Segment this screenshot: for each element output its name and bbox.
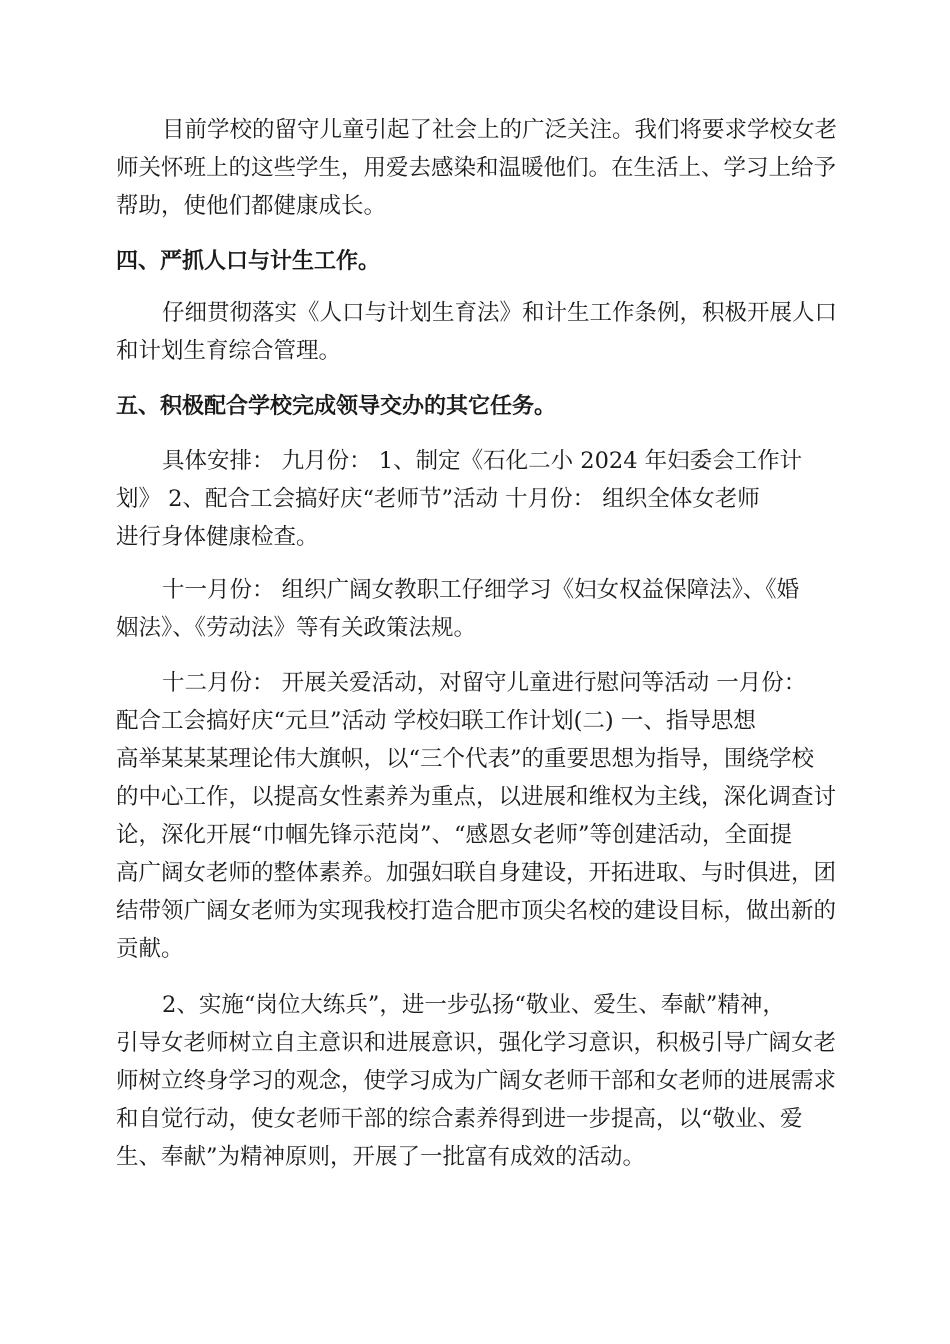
paragraph-line: 姻法》、《劳动法》等有关政策法规。 — [116, 615, 477, 641]
paragraph-line: 师树立终身学习的观念，使学习成为广阔女老师干部和女老师的进展需求 — [116, 1068, 837, 1094]
section-heading: 五、积极配合学校完成领导交办的其它任务。 — [116, 394, 557, 419]
paragraph-line: 结带领广阔女老师为实现我校打造合肥市顶尖名校的建设目标，做出新的 — [116, 898, 837, 924]
paragraph-line: 划》 2、配合工会搞好庆“老师节”活动 十月份： 组织全体女老师 — [116, 486, 760, 512]
paragraph-line: 十一月份： 组织广阔女教职工仔细学习《妇女权益保障法》、《婚 — [162, 577, 800, 603]
paragraph-line: 配合工会搞好庆“元旦”活动 学校妇联工作计划(二) 一、指导思想 — [116, 708, 756, 734]
paragraph-line: 目前学校的留守儿童引起了社会上的广泛关注。我们将要求学校女老 — [162, 117, 838, 143]
paragraph-line: 和自觉行动，使女老师干部的综合素养得到进一步提高，以“敬业、爱 — [116, 1106, 803, 1132]
paragraph-line: 师关怀班上的这些学生，用爱去感染和温暖他们。在生活上、学习上给予 — [116, 155, 837, 181]
paragraph-line: 高广阔女老师的整体素养。加强妇联自身建设，开拓进取、与时俱进，团 — [116, 860, 837, 886]
paragraph-line: 贡献。 — [116, 936, 184, 962]
paragraph-line: 具体安排： 九月份： 1、制定《石化二小 2024 年妇委会工作计 — [162, 448, 803, 474]
paragraph-line: 仔细贯彻落实《人口与计划生育法》和计生工作条例，积极开展人口 — [162, 300, 838, 326]
paragraph-line: 引导女老师树立自主意识和进展意识，强化学习意识，积极引导广阔女老 — [116, 1030, 837, 1056]
paragraph-line: 帮助，使他们都健康成长。 — [116, 193, 387, 219]
paragraph-line: 论，深化开展“巾帼先锋示范岗”、“感恩女老师”等创建活动，全面提 — [116, 822, 793, 848]
paragraph-line: 2、实施“岗位大练兵”，进一步弘扬“敬业、爱生、奉献”精神， — [162, 992, 785, 1018]
paragraph-line: 和计划生育综合管理。 — [116, 338, 342, 364]
paragraph-line: 十二月份： 开展关爱活动，对留守儿童进行慰问等活动 一月份： — [162, 670, 807, 696]
paragraph-line: 的中心工作，以提高女性素养为重点，以进展和维权为主线，深化调查讨 — [116, 784, 837, 810]
section-heading: 四、严抓人口与计生工作。 — [116, 249, 381, 274]
paragraph-line: 进行身体健康检查。 — [116, 524, 319, 550]
paragraph-line: 生、奉献”为精神原则，开展了一批富有成效的活动。 — [116, 1144, 646, 1170]
paragraph-line: 高举某某某理论伟大旗帜，以“三个代表”的重要思想为指导，围绕学校 — [116, 746, 815, 772]
